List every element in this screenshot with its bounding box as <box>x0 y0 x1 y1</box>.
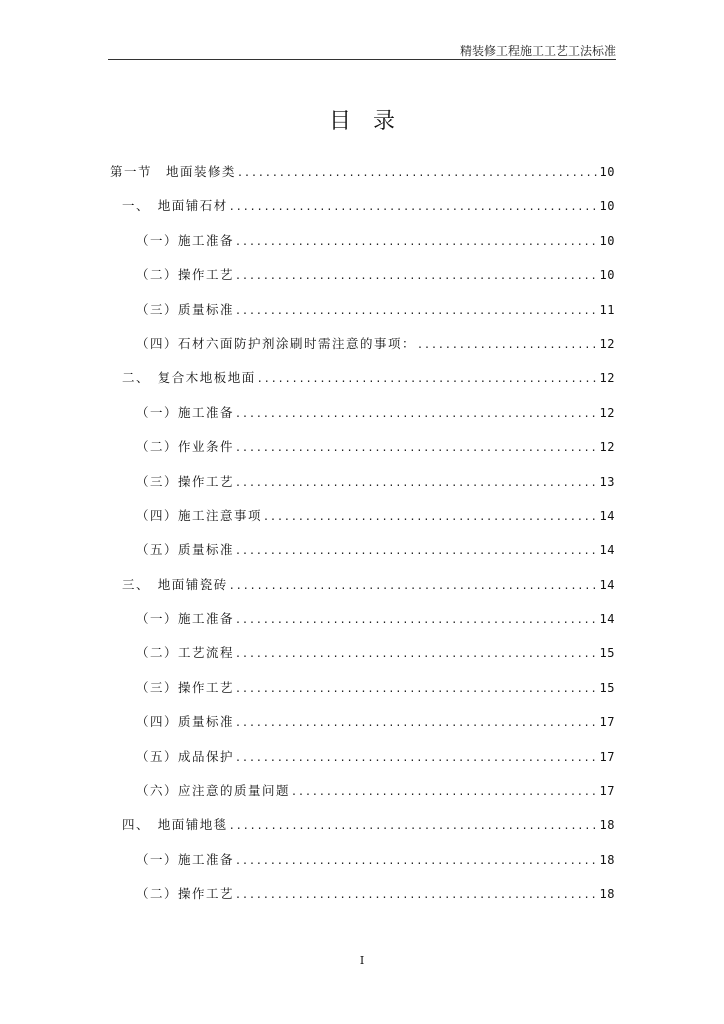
table-of-contents <box>110 155 615 912</box>
toc-leader-dots <box>236 602 598 636</box>
toc-leader-dots <box>230 808 598 842</box>
toc-entry[interactable] <box>110 843 615 877</box>
toc-entry-page: 17 <box>599 749 615 764</box>
toc-entry[interactable] <box>110 705 615 739</box>
toc-entry-page: 15 <box>599 680 615 695</box>
toc-leader-dots <box>264 499 598 533</box>
toc-entry[interactable] <box>110 224 615 258</box>
toc-entry[interactable] <box>110 533 615 567</box>
toc-entry-label: 第一节 地面装修类 <box>110 164 237 179</box>
toc-entry-page: 12 <box>599 371 615 386</box>
toc-entry-page: 14 <box>599 543 615 558</box>
toc-leader-dots <box>292 774 598 808</box>
toc-entry[interactable] <box>110 465 615 499</box>
toc-entry-label: （五）质量标准 <box>136 542 235 558</box>
toc-leader-dots <box>236 293 598 327</box>
toc-entry-label: （二）操作工艺 <box>136 267 235 283</box>
toc-entry-page: 10 <box>599 199 615 214</box>
toc-leader-dots <box>236 224 598 258</box>
toc-entry-page: 12 <box>599 440 615 455</box>
toc-entry-page: 15 <box>599 646 615 661</box>
toc-entry-label: 一、 地面铺石材 <box>122 198 228 214</box>
toc-entry[interactable] <box>110 258 615 292</box>
toc-entry-label: （一）施工准备 <box>136 232 235 248</box>
toc-entry-page: 18 <box>599 852 615 867</box>
toc-entry-page: 18 <box>599 887 615 902</box>
toc-entry-page: 14 <box>599 612 615 627</box>
toc-entry-label: （六）应注意的质量问题 <box>136 783 291 799</box>
toc-entry-label: （一）施工准备 <box>136 851 235 867</box>
toc-entry[interactable] <box>110 361 615 395</box>
page-title: 目录 <box>328 109 417 134</box>
toc-leader-dots <box>236 705 598 739</box>
toc-leader-dots <box>236 636 598 670</box>
toc-entry-label: （二）工艺流程 <box>136 645 235 661</box>
toc-leader-dots <box>236 465 598 499</box>
toc-leader-dots <box>236 258 598 292</box>
toc-entry-label: （四）石材六面防护剂涂刷时需注意的事项： <box>136 335 417 351</box>
toc-entry[interactable] <box>110 877 615 911</box>
toc-entry-label: （一）施工准备 <box>136 611 235 627</box>
toc-leader-dots <box>230 568 598 602</box>
toc-entry-page: 17 <box>599 784 615 799</box>
toc-entry-page: 14 <box>599 508 615 523</box>
toc-entry-label: （一）施工准备 <box>136 404 235 420</box>
running-header: 精装修工程施工工艺工法标准 <box>459 44 616 58</box>
toc-entry-label: （二）操作工艺 <box>136 886 235 902</box>
toc-entry-label: 四、 地面铺地毯 <box>122 817 228 833</box>
page-number: I <box>359 954 365 967</box>
toc-entry-page: 10 <box>599 165 615 179</box>
toc-entry-page: 12 <box>599 405 615 420</box>
toc-leader-dots <box>258 361 598 395</box>
toc-entry[interactable] <box>110 671 615 705</box>
toc-leader-dots <box>418 327 598 361</box>
toc-entry-label: （二）作业条件 <box>136 439 235 455</box>
toc-entry-page: 12 <box>599 336 615 351</box>
toc-leader-dots <box>236 877 598 911</box>
toc-entry[interactable] <box>110 499 615 533</box>
toc-leader-dots <box>236 843 598 877</box>
toc-entry[interactable] <box>110 636 615 670</box>
header-rule <box>108 59 616 60</box>
toc-entry-page: 10 <box>599 268 615 283</box>
toc-leader-dots <box>236 533 598 567</box>
toc-entry-label: （三）操作工艺 <box>136 473 235 489</box>
toc-entry-page: 17 <box>599 715 615 730</box>
toc-entry[interactable] <box>110 602 615 636</box>
toc-entry-page: 13 <box>599 474 615 489</box>
toc-entry-label: （五）成品保护 <box>136 748 235 764</box>
toc-entry[interactable] <box>110 293 615 327</box>
toc-entry-page: 14 <box>599 577 615 592</box>
toc-entry[interactable] <box>110 396 615 430</box>
toc-entry[interactable] <box>110 740 615 774</box>
toc-entry-label: （四）质量标准 <box>136 714 235 730</box>
toc-entry-page: 18 <box>599 818 615 833</box>
toc-leader-dots <box>230 189 598 223</box>
toc-entry-page: 11 <box>599 302 615 317</box>
toc-entry[interactable] <box>110 774 615 808</box>
toc-entry-page: 10 <box>599 233 615 248</box>
toc-entry[interactable] <box>110 155 615 189</box>
toc-entry-label: （三）操作工艺 <box>136 679 235 695</box>
toc-entry-label: （三）质量标准 <box>136 301 235 317</box>
toc-entry-label: （四）施工注意事项 <box>136 507 263 523</box>
toc-entry-label: 二、 复合木地板地面 <box>122 370 256 386</box>
toc-entry[interactable] <box>110 430 615 464</box>
toc-leader-dots <box>236 430 598 464</box>
toc-entry[interactable] <box>110 327 615 361</box>
toc-leader-dots <box>238 155 598 189</box>
toc-entry-label: 三、 地面铺瓷砖 <box>122 576 228 592</box>
toc-leader-dots <box>236 671 598 705</box>
toc-entry[interactable] <box>110 808 615 842</box>
toc-entry[interactable] <box>110 189 615 223</box>
toc-leader-dots <box>236 396 598 430</box>
toc-entry[interactable] <box>110 568 615 602</box>
toc-leader-dots <box>236 740 598 774</box>
